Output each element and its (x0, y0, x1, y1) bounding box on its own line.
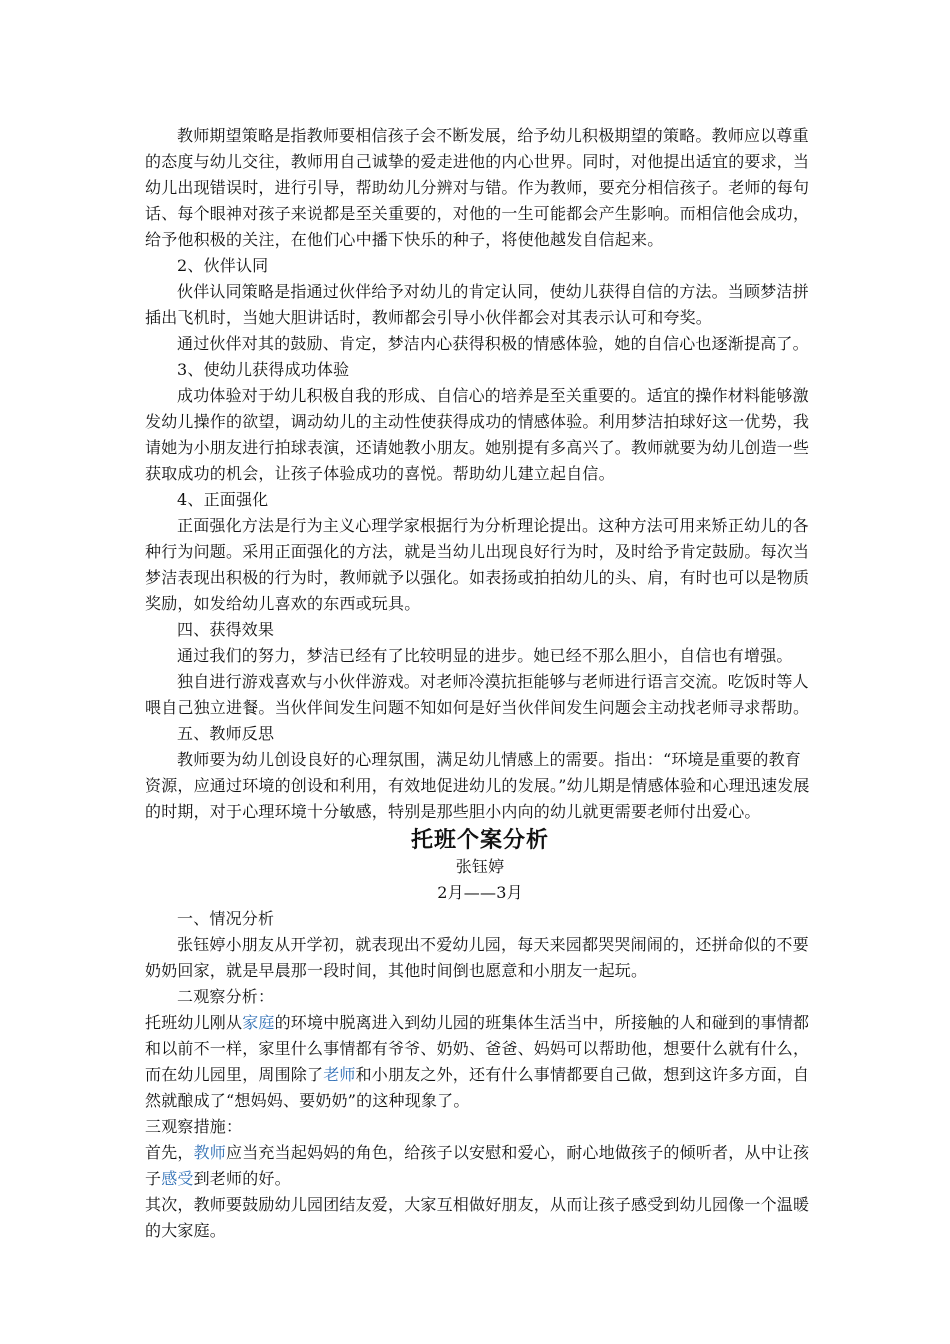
heading-results: 四、获得效果 (177, 620, 275, 639)
heading-observation-analysis: 二观察分析： (177, 987, 275, 1006)
heading-positive-reinforcement: 4、正面强化 (177, 490, 269, 509)
paragraph-measures-second: 其次，教师要鼓励幼儿园团结友爱，大家互相做好朋友，从而让孩子感受到幼儿园像一个温暖的大家庭。 (145, 1195, 810, 1240)
paragraph-results-progress: 通过我们的努力，梦洁已经有了比较明显的进步。她已经不那么胆小，自信也有增强。 (177, 646, 793, 665)
case-title: 托班个案分析 (410, 827, 549, 853)
paragraph-teacher-expectation: 教师期望策略是指教师要相信孩子会不断发展，给予幼儿积极期望的策略。教师应以尊重的态度与幼儿交往，教师用自己诚挚的爱走进他的内心世界。同时，对他提出适宜的要求，当幼儿出现错误时，进行引导，帮助幼儿分辨对与错。作为教师，要充分相信孩子。老师的每句话、每个眼神对孩子来说都是至关重要的，对他的一生可能都会产生影响。而相信他会成功，给予他积极的关注，在他们心中播下快乐的种子，将使他越发自信起来。 (145, 126, 810, 249)
paragraph-situation-analysis: 张钰婷小朋友从开学初，就表现出不爱幼儿园，每天来园都哭哭闹闹的，还拼命似的不要奶奶回家，就是早晨那一段时间，其他时间倒也愿意和小朋友一起玩。 (145, 935, 809, 980)
link-teacher[interactable]: 老师 (323, 1065, 356, 1084)
link-family[interactable]: 家庭 (242, 1013, 275, 1032)
text-segment: 托班幼儿刚从 (145, 1013, 243, 1032)
case-author: 张钰婷 (455, 857, 505, 876)
heading-observation-measures: 三观察措施： (145, 1117, 243, 1136)
document-page (145, 123, 815, 1244)
paragraph-observation-analysis (145, 1010, 815, 1114)
paragraph-teacher-reflection: 教师要为幼儿创设良好的心理氛围，满足幼儿情感上的需要。指出：“环境是重要的教育资源，应通过环境的创设和利用，有效地促进幼儿的发展。”幼儿期是情感体验和心理迅速发展的时期，对于心理环境十分敏感，特别是那些胆小内向的幼儿就更需要老师付出爱心。 (145, 750, 810, 821)
text-segment: 应当充当起妈妈的角色，给孩子以安慰和爱心，耐心地做孩子的倾听者，从中让孩子 (145, 1143, 810, 1188)
heading-teacher-reflection: 五、教师反思 (177, 724, 275, 743)
text-segment: 到老师的好。 (193, 1169, 291, 1188)
heading-situation-analysis: 一、情况分析 (177, 909, 275, 928)
heading-peer-recognition: 2、伙伴认同 (177, 256, 269, 275)
paragraph-peer-encouragement: 通过伙伴对其的鼓励、肯定，梦洁内心获得积极的情感体验，她的自信心也逐渐提高了。 (177, 334, 809, 353)
paragraph-success-experience: 成功体验对于幼儿积极自我的形成、自信心的培养是至关重要的。适宜的操作材料能够激发幼儿操作的欲望，调动幼儿的主动性使获得成功的情感体验。利用梦洁拍球好这一优势，我请她为小朋友进行拍球表演，还请她教小朋友。她别提有多高兴了。教师就要为幼儿创造一些获取成功的机会，让孩子体验成功的喜悦。帮助幼儿建立起自信。 (145, 386, 810, 483)
link-feel[interactable]: 感受 (161, 1169, 194, 1188)
paragraph-peer-recognition: 伙伴认同策略是指通过伙伴给予对幼儿的肯定认同，使幼儿获得自信的方法。当顾梦洁拼插出飞机时，当她大胆讲话时，教师都会引导小伙伴都会对其表示认可和夸奖。 (145, 282, 809, 327)
heading-success-experience: 3、使幼儿获得成功体验 (177, 360, 350, 379)
text-segment: 和小朋友之外，还有什么事情都要自己做，想到这许多方面，自然就酿成了“想妈妈、要奶奶”的这种现象了。 (145, 1065, 810, 1110)
paragraph-measures-first (145, 1140, 815, 1192)
link-educator[interactable]: 教师 (193, 1143, 227, 1162)
text-segment: 的环境中脱离进入到幼儿园的班集体生活当中，所接触的人和碰到的事情都和以前不一样，家里什么事情都有爷爷、奶奶、爸爸、妈妈可以帮助他，想要什么就有什么，而在幼儿园里，周围除了 (145, 1013, 810, 1084)
case-date: 2月——3月 (437, 883, 523, 902)
text-segment: 首先， (145, 1143, 194, 1162)
paragraph-results-details: 独自进行游戏喜欢与小伙伴游戏。对老师冷漠抗拒能够与老师进行语言交流。吃饭时等人喂自己独立进餐。当伙伴间发生问题不知如何是好当伙伴间发生问题会主动找老师寻求帮助。 (145, 672, 810, 717)
paragraph-positive-reinforcement: 正面强化方法是行为主义心理学家根据行为分析理论提出。这种方法可用来矫正幼儿的各种行为问题。采用正面强化的方法，就是当幼儿出现良好行为时，及时给予肯定鼓励。每次当梦洁表现出积极的行为时，教师就予以强化。如表扬或拍拍幼儿的头、肩，有时也可以是物质奖励，如发给幼儿喜欢的东西或玩具。 (145, 516, 810, 613)
